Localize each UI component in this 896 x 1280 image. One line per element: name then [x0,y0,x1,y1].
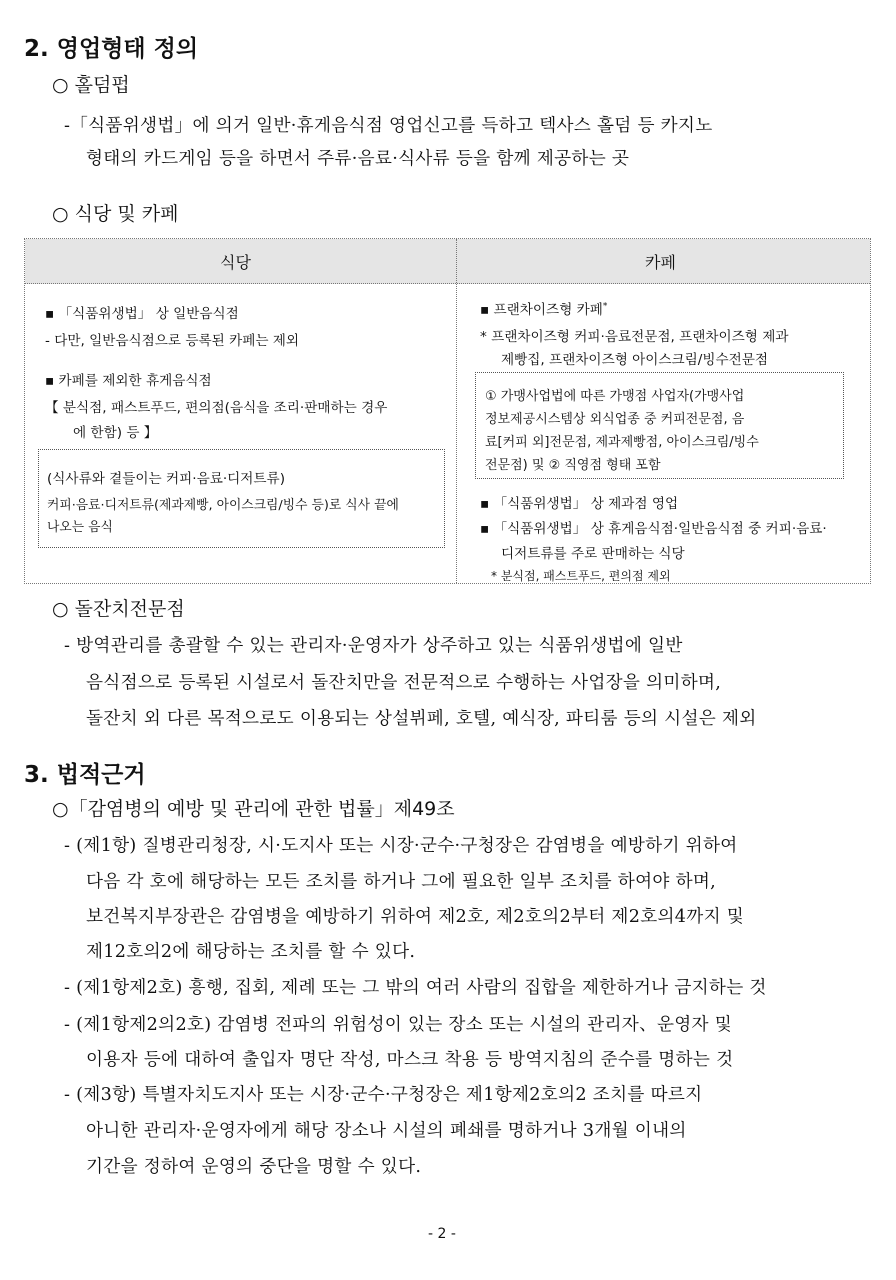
table-header-restaurant: 식당 [220,253,251,272]
law-line-6: - (제1항제2의2호) 감염병 전파의 위험성이 있는 장소 또는 시설의 관리자、운영자 및 [64,1015,733,1035]
right-item-1-text: ▪ 프랜차이즈형 카페 [480,302,603,318]
law-line-1: - (제1항) 질병관리청장, 시·도지사 또는 시장·군수·구청장은 감염병을 예방하기 위하여 [64,836,738,856]
doljanchi-line-2: 음식점으로 등록된 시설로서 돌잔치만을 전문적으로 수행하는 사업장을 의미하며, [86,673,722,693]
section-3-title: 3. 법적근거 [24,762,146,788]
right-item-1 [480,298,607,318]
right-note-line-4: 전문점) 및 ② 직영점 형태 포함 [485,458,661,473]
holdem-line-1: -「식품위생법」에 의거 일반·휴게음식점 영업신고를 득하고 텍사스 홀덤 등 카지노 [64,116,713,136]
right-item-7: * 분식점, 패스트푸드, 편의점 제외 [491,569,671,583]
table-header-row [25,239,870,284]
left-item-3: ▪ 카페를 제외한 휴게음식점 [45,373,212,389]
right-note-line-2: 정보제공시스템상 외식업종 중 커피전문점, 음 [485,412,745,427]
right-item-5: ▪ 「식품위생법」 상 휴게음식점·일반음식점 중 커피·음료· [480,521,827,537]
law-line-9: 아니한 관리자·운영자에게 해당 장소나 시설의 폐쇄를 명하거나 3개월 이내의 [86,1121,687,1141]
right-note-line-1: ① 가맹사업법에 따른 가맹점 사업자(가맹사업 [485,389,745,404]
right-item-1-mark: * [602,301,608,312]
left-item-2: - 다만, 일반음식점으로 등록된 카페는 제외 [45,333,300,349]
restaurant-cafe-table [24,238,871,584]
left-note-line-3: 나오는 음식 [47,520,113,535]
right-note-line-3: 료[커피 외]전문점, 제과제빵점, 아이스크림/빙수 [485,435,759,450]
right-item-6: 디저트류를 주로 판매하는 식당 [501,546,685,562]
left-note-line-1: (식사류와 곁들이는 커피·음료·디저트류) [47,471,285,487]
left-item-5: 에 한함) 등 】 [73,425,158,441]
law-line-4: 제12호의2에 해당하는 조치를 할 수 있다. [86,942,416,962]
law-heading: ○「감염병의 예방 및 관리에 관한 법률」제49조 [52,798,455,820]
left-item-4: 【 분식점, 패스트푸드, 편의점(음식을 조리·판매하는 경우 [45,400,388,416]
holdem-line-2: 형태의 카드게임 등을 하면서 주류·음료·식사류 등을 함께 제공하는 곳 [86,149,630,169]
law-line-3: 보건복지부장관은 감염병을 예방하기 위하여 제2호, 제2호의2부터 제2호의4까지 및 [86,907,745,927]
page-number: - 2 - [428,1226,456,1242]
law-line-5: - (제1항제2호) 흥행, 집회, 제례 또는 그 밖의 여러 사람의 집합을 제한하거나 금지하는 것 [64,978,767,998]
cafe-heading: ○ 식당 및 카페 [52,203,179,225]
right-note-box [475,372,844,479]
table-header-cafe: 카페 [645,253,676,272]
holdem-heading: ○ 홀덤펍 [52,74,130,96]
law-line-10: 기간을 정하여 운영의 중단을 명할 수 있다. [86,1157,422,1177]
left-note-box [38,449,445,548]
table-column-divider [456,239,457,583]
section-2-title: 2. 영업형태 정의 [24,36,199,62]
doljanchi-line-3: 돌잔치 외 다른 목적으로도 이용되는 상설뷔페, 호텔, 예식장, 파티룸 등의 시설은 제외 [86,709,757,729]
law-line-8: - (제3항) 특별자치도지사 또는 시장·군수·구청장은 제1항제2호의2 조치를 따르지 [64,1085,703,1105]
doljanchi-heading: ○ 돌잔치전문점 [52,598,185,620]
right-item-4: ▪ 「식품위생법」 상 제과점 영업 [480,496,679,512]
law-line-2: 다음 각 호에 해당하는 모든 조치를 하거나 그에 필요한 일부 조치를 하여야 하며, [86,872,717,892]
left-item-1: ▪ 「식품위생법」 상 일반음식점 [45,306,239,322]
left-note-line-2: 커피·음료·디저트류(제과제빵, 아이스크림/빙수 등)로 식사 끝에 [47,498,399,513]
right-item-3: 제빵집, 프랜차이즈형 아이스크림/빙수전문점 [501,352,769,368]
right-item-2: * 프랜차이즈형 커피·음료전문점, 프랜차이즈형 제과 [480,329,789,345]
law-line-7: 이용자 등에 대하여 출입자 명단 작성, 마스크 착용 등 방역지침의 준수를 명하는 것 [86,1050,734,1070]
doljanchi-line-1: - 방역관리를 총괄할 수 있는 관리자·운영자가 상주하고 있는 식품위생법에 일반 [64,636,683,656]
